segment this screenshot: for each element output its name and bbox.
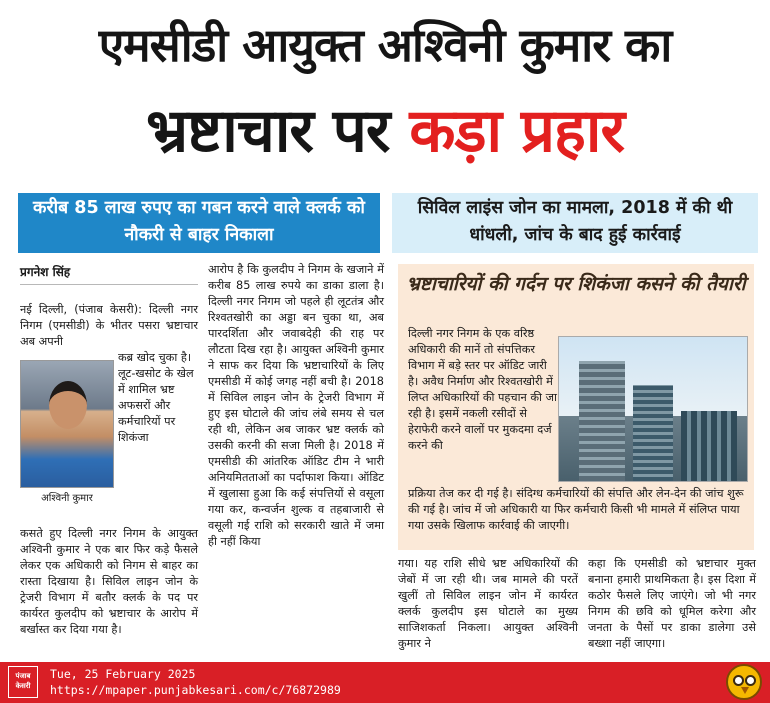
column-1-side: कब्र खोद चुका है। लूट-खसोट के खेल में शामिल भ्रष्ट अफसरों और कर्मचारियों पर शिकंजा [118, 351, 194, 444]
face-icon [49, 381, 87, 429]
headline [0, 0, 770, 190]
owl-eye-icon [733, 675, 744, 686]
headline-line-1: एमसीडी आयुक्त अश्विनी कुमार का [98, 18, 672, 72]
owl-beak-icon [741, 687, 749, 694]
column-3: गया। यह राशि सीधे भ्रष्ट अधिकारियों की जेबों में जा रही थी। जब मामले की परतें खुलीं तो सिविल लाइन जोन में कार्यरत क्लर्क कुलदीप इस घोटाले का मुख्य साजिशकर्ता निकला। आयुक्त अश्विनी कुमार ने [398, 557, 578, 650]
footer-url[interactable]: https://mpaper.punjabkesari.com/c/76872989 [50, 683, 341, 697]
deck-left: करीब 85 लाख रुपए का गबन करने वाले क्लर्क को नौकरी से बाहर निकाला [18, 193, 380, 253]
headline-line-2 [0, 88, 770, 174]
owl-eye-icon [745, 675, 756, 686]
deck-right: सिविल लाइंस जोन का मामला, 2018 में की थी धांधली, जांच के बाद हुई कार्रवाई [392, 193, 758, 253]
box-text-full: प्रक्रिया तेज कर दी गई है। संदिग्ध कर्मचारियों की संपत्ति और लेन-देन की जांच शुरू की गई है। जांच में जो अधिकारी या फिर कर्मचारी किसी भी मामले में संलिप्त पाया गया उसके खिलाफ कार्रवाई की जाएगी। [408, 487, 744, 532]
author-photo [20, 360, 114, 488]
building-photo [558, 336, 748, 482]
punjab-kesari-logo[interactable]: पंजाब केसरी [8, 666, 38, 698]
headline-line-2-red: कड़ा प्रहार [409, 96, 625, 166]
building-tower [633, 385, 673, 481]
column-1-bottom: कसते हुए दिल्ली नगर निगम के आयुक्त अश्विनी कुमार ने एक बार फिर कड़े फैसले लेकर एक अधिकारी को निगम से बाहर का रास्ता दिखाया है। सिविल लाइन जोन के ट्रेजरी विभाग में बतौर क्लर्क के पद पर कार्यरत कुलदीप को भ्रष्टाचार के आरोप में बर्खास्त कर दिया गया है। [20, 527, 198, 636]
photo-caption: अश्विनी कुमार [41, 493, 93, 504]
footer-bar [0, 662, 770, 703]
box-title: भ्रष्टाचारियों की गर्दन पर शिकंजा कसने की तैयारी [406, 273, 746, 295]
box-text-side: दिल्ली नगर निगम के एक वरिष्ठ अधिकारी की मानें तो संपत्तिकर विभाग में बड़े स्तर पर ऑडिट जारी है। अवैध निर्माण और रिश्वतखोरी में लिप्त अधिकारियों की पहचान की जा रही है। इसमें नकली रसीदों से हेराफेरी करने वालों पर मुकदमा दर्ज करने की [408, 327, 557, 452]
footer-date: Tue, 25 February 2025 [50, 667, 196, 681]
sidebar-box [398, 264, 754, 550]
owl-icon[interactable] [726, 664, 762, 700]
column-2: आरोप है कि कुलदीप ने निगम के खजाने में करीब 85 लाख रुपये का डाका डाला है। दिल्ली नगर निगम जो पहले ही लूटतंत्र और रिश्वतखोरी का अड्डा बन चुका था, अब पारदर्शिता और जवाबदेही की राह पर लौटता दिख रहा है। आयुक्त अश्विनी कुमार ने साफ कर दिया कि भ्रष्टाचारियों के लिए एमसीडी में कोई जगह नहीं बची है। 2018 में सिविल लाइन जोन के ट्रेजरी विभाग में हुए इस घोटाले की जांच लंबे समय से चल रही थी, लेकिन अब जाकर भ्रष्ट क्लर्क को उसकी करनी की सजा मिली है। 2018 में एमसीडी की आंतरिक ऑडिट टीम ने भारी अनियमितताओं का पर्दाफाश किया। ऑडिट में खुलासा हुआ कि कई संपत्तियों से वसूला गया कर, कन्वर्जन शुल्क व तहबाजारी से वसूली गई राशि को सरकारी खाते में जमा ही नहीं किया [208, 263, 384, 548]
building-tower [579, 361, 625, 481]
building-tower [681, 411, 737, 481]
headline-line-2-dark: भ्रष्टाचार पर [145, 96, 390, 166]
column-1-intro: नई दिल्ली, (पंजाब केसरी): दिल्ली नगर निगम (एमसीडी) के भीतर पसरा भ्रष्टाचार अब अपनी [20, 303, 198, 348]
column-4: कहा कि एमसीडी को भ्रष्टाचार मुक्त बनाना हमारी प्राथमिकता है। इस दिशा में कठोर फैसले लिए जाएंगे। जो भी नगर निगम की छवि को धूमिल करेगा और जनता के पैसों पर डाका डालेगा उसे बख्शा नहीं जाएगा। [588, 557, 756, 650]
byline: प्रगनेश सिंह [20, 263, 198, 285]
